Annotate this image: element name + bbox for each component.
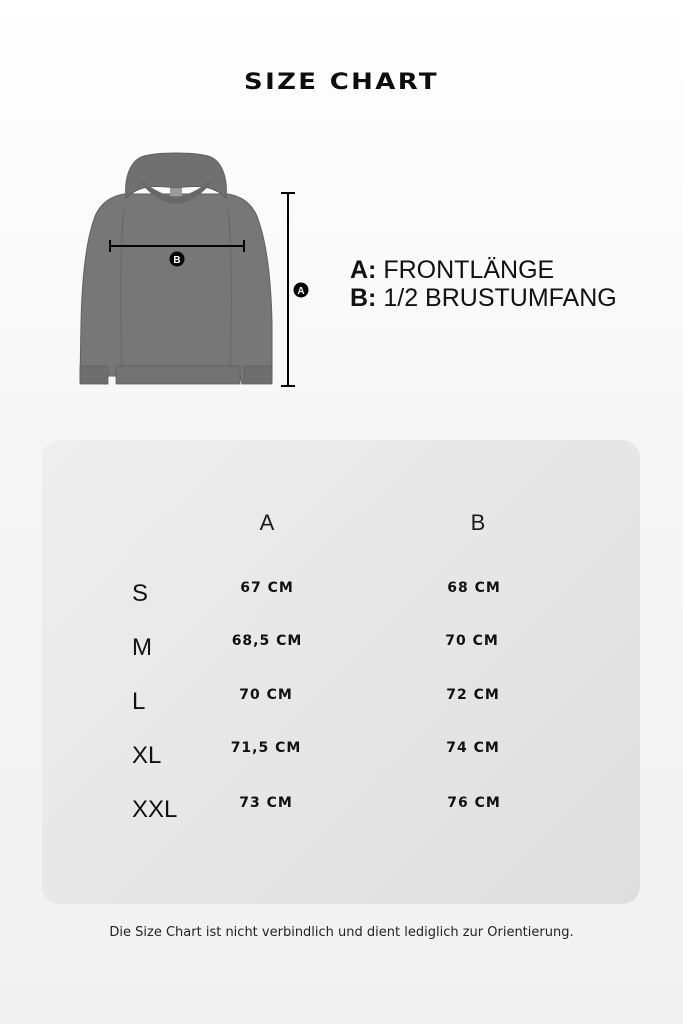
size-label: XL: [132, 742, 162, 769]
measurement-legend: [350, 256, 617, 312]
legend-text: FRONTLÄNGE: [383, 256, 555, 284]
legend-key: B:: [350, 284, 377, 312]
size-label: XXL: [132, 796, 178, 823]
svg-text:A: A: [297, 286, 305, 297]
svg-text:B: B: [173, 255, 181, 266]
value-b: 68 CM: [447, 580, 501, 596]
legend-item-b: [350, 284, 617, 312]
disclaimer-text: Die Size Chart ist nicht verbindlich und dient lediglich zur Orientierung.: [109, 925, 574, 940]
size-label: S: [132, 580, 149, 607]
hoodie-illustration: [80, 153, 272, 384]
size-label: L: [132, 688, 146, 715]
marker-a: [294, 283, 309, 298]
measure-line-a: [281, 193, 295, 386]
legend-item-a: [350, 256, 617, 284]
value-a: 71,5 CM: [230, 740, 302, 756]
page-title: SIZE CHART: [244, 70, 439, 95]
value-b: 74 CM: [446, 740, 500, 756]
value-a: 73 CM: [239, 795, 293, 811]
size-label: M: [132, 634, 152, 661]
value-a: 68,5 CM: [231, 633, 303, 649]
hoodie-diagram: [76, 148, 316, 398]
value-b: 76 CM: [447, 795, 501, 811]
marker-b: [170, 252, 185, 267]
column-header-a: A: [259, 510, 275, 535]
value-a: 67 CM: [240, 580, 294, 596]
legend-key: A:: [350, 256, 377, 284]
legend-text: 1/2 BRUSTUMFANG: [383, 284, 617, 312]
value-a: 70 CM: [239, 687, 293, 703]
value-b: 70 CM: [445, 633, 499, 649]
column-header-b: B: [470, 510, 486, 535]
size-table-panel: [42, 440, 640, 904]
value-b: 72 CM: [446, 687, 500, 703]
